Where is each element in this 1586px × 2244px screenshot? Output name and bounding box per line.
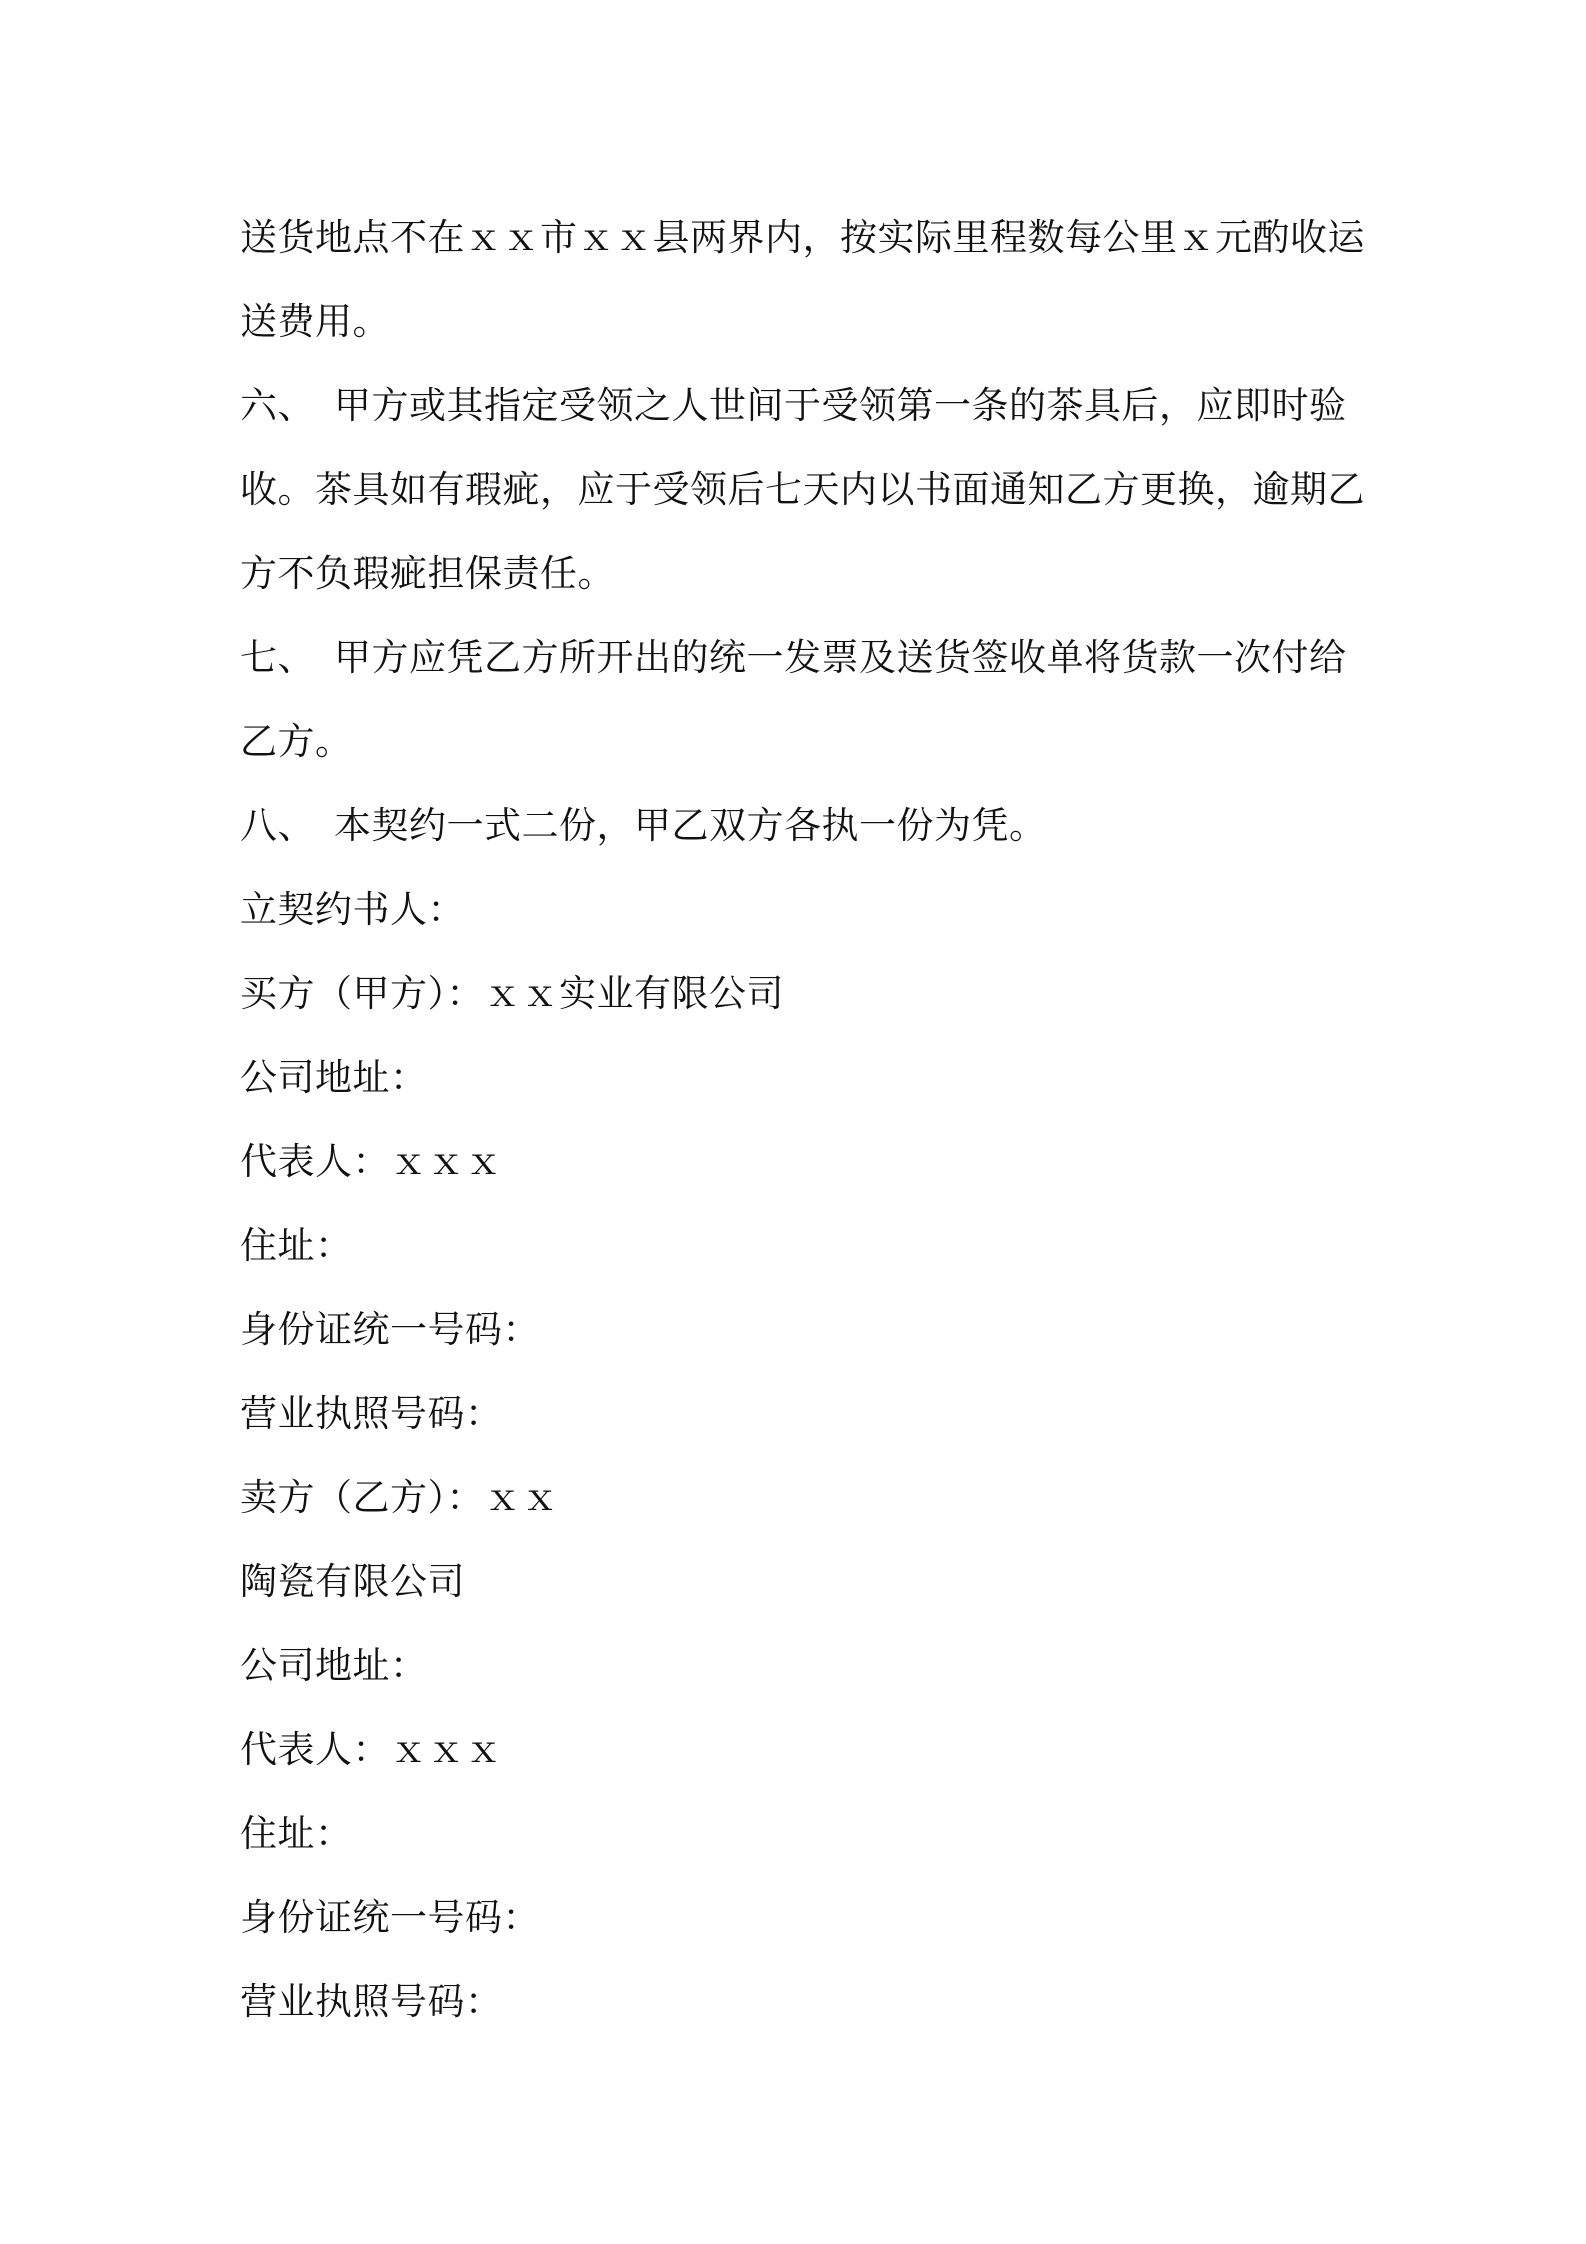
- buyer-address: 公司地址：: [240, 1056, 428, 1099]
- contract-body: [240, 196, 1365, 2044]
- clause6-number: 六、: [240, 384, 315, 427]
- buyer-name: 买方（甲方）：ｘｘ实业有限公司: [240, 972, 784, 1015]
- seller-id-number: 身份证统一号码：: [240, 1896, 540, 1939]
- signatories-title: 立契约书人：: [240, 888, 465, 931]
- clause6-line2: 收。茶具如有瑕疵，应于受领后七天内以书面通知乙方更换，逾期乙: [240, 468, 1365, 511]
- buyer-id-number: 身份证统一号码：: [240, 1308, 540, 1351]
- seller-address: 公司地址：: [240, 1644, 428, 1687]
- buyer-residence: 住址：: [240, 1224, 353, 1267]
- seller-license: 营业执照号码：: [240, 1980, 503, 2023]
- clause6-line3: 方不负瑕疵担保责任。: [240, 552, 615, 595]
- seller-representative: 代表人：ｘｘｘ: [240, 1728, 503, 1771]
- clause7-text: 甲方应凭乙方所开出的统一发票及送货签收单将货款一次付给: [334, 636, 1347, 679]
- clause8-text: 本契约一式二份，甲乙双方各执一份为凭。: [334, 804, 1047, 847]
- buyer-representative: 代表人：ｘｘｘ: [240, 1140, 503, 1183]
- clause6-text: 甲方或其指定受领之人世间于受领第一条的茶具后，应即时验: [334, 384, 1347, 427]
- clause6-line1: [240, 364, 1360, 448]
- clause7-line1: [240, 616, 1360, 700]
- buyer-license: 营业执照号码：: [240, 1392, 503, 1435]
- clause7-line2: 乙方。: [240, 720, 353, 763]
- clause7-number: 七、: [240, 636, 315, 679]
- seller-name: 卖方（乙方）：ｘｘ: [240, 1476, 559, 1519]
- seller-residence: 住址：: [240, 1812, 353, 1855]
- clause8-line1: [240, 784, 1360, 868]
- seller-name-cont: 陶瓷有限公司: [240, 1560, 465, 1603]
- clause5-line1: 送货地点不在ｘｘ市ｘｘ县两界内，按实际里程数每公里ｘ元酌收运: [240, 216, 1365, 259]
- clause8-number: 八、: [240, 804, 315, 847]
- clause5-line2: 送费用。: [240, 300, 390, 343]
